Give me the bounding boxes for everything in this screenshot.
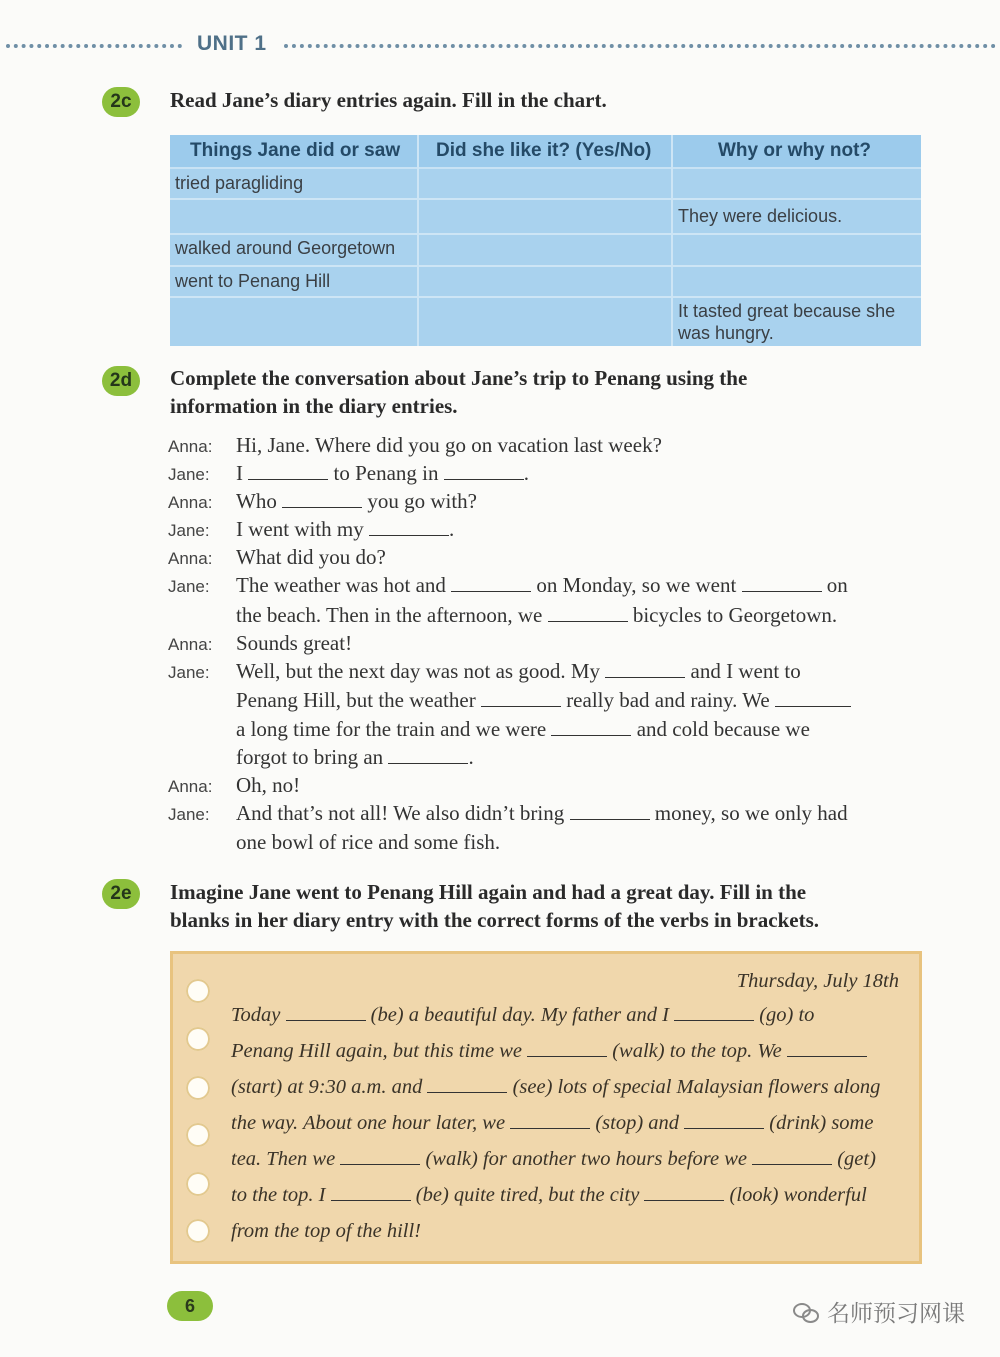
diary-text: (see) lots of special Malaysian flowers along <box>512 1076 881 1098</box>
diary-line <box>231 1076 880 1099</box>
chart-cell-why: was hungry. <box>678 323 774 343</box>
dialogue-line <box>236 717 810 742</box>
answer-blank[interactable] <box>551 719 631 736</box>
diary-entry-card <box>170 951 922 1264</box>
dialogue-text: What did you do? <box>236 545 386 569</box>
dialogue-line <box>236 489 477 514</box>
answer-blank[interactable] <box>548 605 628 622</box>
diary-line <box>231 1148 876 1171</box>
instruction-2e-line1: Imagine Jane went to Penang Hill again and had a great day. Fill in the <box>170 880 807 904</box>
answer-blank[interactable] <box>427 1076 507 1093</box>
binder-ring-icon <box>186 1172 210 1196</box>
dialogue-line <box>236 801 848 826</box>
watermark <box>793 1295 965 1328</box>
dialogue-text: I <box>236 461 243 485</box>
dialogue-text: really bad and rainy. We <box>566 688 770 712</box>
dialogue-text: you go with? <box>367 489 477 513</box>
diary-line <box>231 1112 873 1135</box>
answer-blank[interactable] <box>644 1184 724 1201</box>
binder-ring-icon <box>186 1027 210 1051</box>
diary-text: the way. About one hour later, we <box>231 1112 506 1134</box>
diary-line <box>231 1220 421 1243</box>
dialogue-text: to Penang in <box>333 461 439 485</box>
chart-header-why: Why or why not? <box>718 140 872 161</box>
chart-cell-why: They were delicious. <box>678 206 843 226</box>
answer-blank[interactable] <box>388 747 468 764</box>
dialogue-text: and I went to <box>690 659 801 683</box>
chart-cell-thing: walked around Georgetown <box>175 238 396 258</box>
dialogue-text: . <box>523 461 529 485</box>
diary-text: (be) a beautiful day. My father and I <box>370 1004 669 1026</box>
dialogue-text: Penang Hill, but the weather <box>236 688 476 712</box>
instruction-2c: Read Jane’s diary entries again. Fill in the chart. <box>170 88 607 112</box>
dialogue-line <box>236 573 848 598</box>
diary-text: from the top of the hill! <box>231 1220 421 1242</box>
answer-blank[interactable] <box>451 575 531 592</box>
dialogue-text: Oh, no! <box>236 773 301 797</box>
dialogue-text: forgot to bring an <box>236 745 384 769</box>
dialogue-text: I went with my <box>236 517 364 541</box>
dialogue-text: . <box>468 745 474 769</box>
answer-blank[interactable] <box>775 690 851 707</box>
unit-title: UNIT 1 <box>197 32 267 55</box>
binder-ring-icon <box>186 979 210 1003</box>
speaker-label: Anna: <box>168 493 213 512</box>
chart-header-things: Things Jane did or saw <box>190 140 401 161</box>
chart-row-divider <box>170 296 921 298</box>
answer-blank[interactable] <box>510 1112 590 1129</box>
unit-header <box>0 30 1000 60</box>
speaker-label: Anna: <box>168 437 213 456</box>
chart-cell-thing: tried paragliding <box>175 173 304 193</box>
dialogue-text: Well, but the next day was not as good. My <box>236 659 601 683</box>
answer-blank[interactable] <box>282 491 362 508</box>
diary-text: (look) wonderful <box>729 1184 867 1206</box>
binder-ring-icon <box>186 1123 210 1147</box>
answer-blank[interactable] <box>331 1184 411 1201</box>
answer-blank[interactable] <box>674 1004 754 1021</box>
answer-blank[interactable] <box>605 661 685 678</box>
diary-text: (drink) some <box>769 1112 874 1134</box>
answer-blank[interactable] <box>248 463 328 480</box>
speaker-label: Jane: <box>168 577 210 596</box>
dialogue-text: on <box>826 573 848 597</box>
dialogue-text: Hi, Jane. Where did you go on vacation last week? <box>236 433 662 457</box>
speaker-label: Jane: <box>168 465 210 484</box>
wechat-icon <box>793 1301 819 1323</box>
diary-text: (get) <box>837 1148 876 1170</box>
diary-text: (walk) to the top. We <box>612 1040 782 1062</box>
binder-ring-icon <box>186 1219 210 1243</box>
page-number: 6 <box>167 1291 213 1321</box>
fill-in-chart <box>170 135 921 346</box>
diary-date: Thursday, July 18th <box>736 970 899 992</box>
dialogue-text: . <box>448 517 455 541</box>
chart-divider <box>417 135 419 346</box>
answer-blank[interactable] <box>527 1040 607 1057</box>
dialogue-text: one bowl of rice and some fish. <box>236 830 501 854</box>
dialogue-line <box>236 773 300 798</box>
speaker-label: Anna: <box>168 777 213 796</box>
instruction-2d-line1: Complete the conversation about Jane’s trip to Penang using the <box>170 366 748 390</box>
dialogue-text: the beach. Then in the afternoon, we <box>236 603 543 627</box>
chart-row-divider <box>170 233 921 235</box>
diary-line <box>231 1004 814 1027</box>
speaker-label: Jane: <box>168 521 210 540</box>
diary-text: Today <box>231 1004 281 1026</box>
dialogue-text: bicycles to Georgetown. <box>632 603 838 627</box>
answer-blank[interactable] <box>787 1040 867 1057</box>
chart-row-divider <box>170 198 921 200</box>
diary-text: (walk) for another two hours before we <box>425 1148 747 1170</box>
diary-text: Penang Hill again, but this time we <box>231 1040 522 1062</box>
dialogue-line <box>236 745 474 770</box>
section-badge-2e: 2e <box>102 879 140 909</box>
dialogue-line <box>236 631 352 656</box>
watermark-text: 名师预习网课 <box>827 1301 965 1327</box>
answer-blank[interactable] <box>684 1112 764 1129</box>
diary-line <box>231 1184 867 1207</box>
header-dots-left <box>6 44 182 48</box>
dialogue-text: And that’s not all! We also didn’t bring <box>236 801 565 825</box>
section-badge-2c: 2c <box>102 87 140 117</box>
dialogue-line <box>236 688 851 713</box>
answer-blank[interactable] <box>742 575 822 592</box>
diary-text: (be) quite tired, but the city <box>415 1184 640 1206</box>
speaker-label: Anna: <box>168 549 213 568</box>
section-badge-2d: 2d <box>102 366 140 396</box>
chart-row-divider <box>170 265 921 267</box>
dialogue-text: Sounds great! <box>236 631 353 655</box>
dialogue-line <box>236 461 529 486</box>
diary-text: (stop) and <box>595 1112 680 1134</box>
chart-header-row <box>170 135 921 169</box>
instruction-2d-line2: information in the diary entries. <box>170 394 458 418</box>
chart-header-liked: Did she like it? (Yes/No) <box>436 140 652 161</box>
dialogue-line <box>236 830 500 855</box>
dialogue-text: and cold because we <box>636 717 810 741</box>
chart-cell-why: It tasted great because she <box>678 301 896 321</box>
dialogue-line <box>236 433 662 458</box>
dialogue-text: on Monday, so we went <box>536 573 737 597</box>
chart-cell-thing: went to Penang Hill <box>175 271 331 291</box>
answer-blank[interactable] <box>340 1148 420 1165</box>
dialogue-line <box>236 517 454 542</box>
speaker-label: Jane: <box>168 663 210 682</box>
answer-blank[interactable] <box>752 1148 832 1165</box>
answer-blank[interactable] <box>444 463 524 480</box>
header-dots-right <box>284 44 996 48</box>
speaker-label: Anna: <box>168 635 213 654</box>
binder-ring-icon <box>186 1076 210 1100</box>
diary-text: tea. Then we <box>231 1148 336 1170</box>
answer-blank[interactable] <box>286 1004 366 1021</box>
diary-text: (go) to <box>759 1004 815 1026</box>
diary-line <box>231 1040 867 1063</box>
answer-blank[interactable] <box>481 690 561 707</box>
dialogue-line <box>236 545 386 570</box>
dialogue-text: money, so we only had <box>654 801 848 825</box>
dialogue-line <box>236 603 837 628</box>
speaker-label: Jane: <box>168 805 210 824</box>
answer-blank[interactable] <box>570 803 650 820</box>
diary-text: to the top. I <box>231 1184 326 1206</box>
answer-blank[interactable] <box>369 519 449 536</box>
dialogue-text: Who <box>236 489 277 513</box>
dialogue-line <box>236 659 801 684</box>
dialogue-text: a long time for the train and we were <box>236 717 547 741</box>
dialogue-text: The weather was hot and <box>236 573 446 597</box>
instruction-2e-line2: blanks in her diary entry with the correct forms of the verbs in brackets. <box>170 908 819 932</box>
chart-divider <box>671 135 673 346</box>
diary-text: (start) at 9:30 a.m. and <box>231 1076 423 1098</box>
